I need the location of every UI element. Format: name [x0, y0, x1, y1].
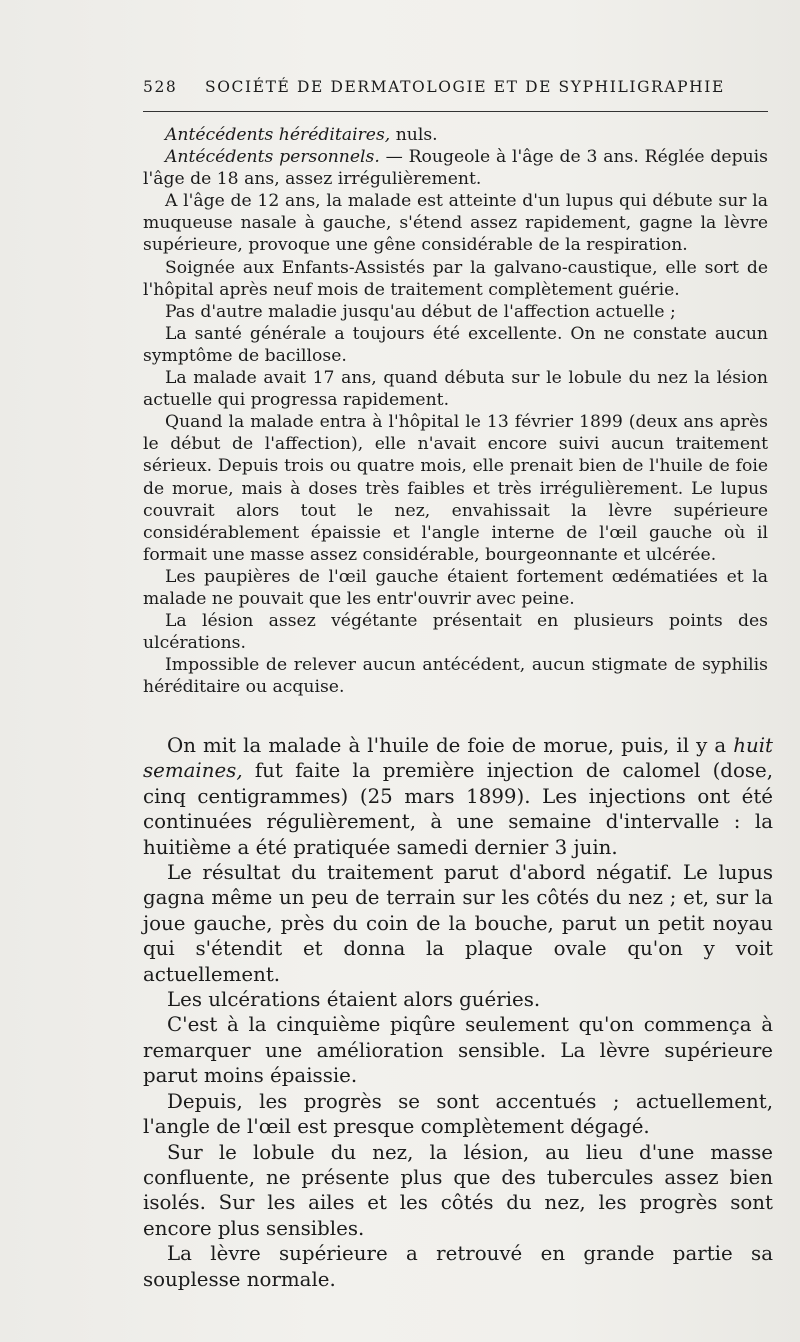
- paragraph: Quand la malade entra à l'hôpital le 13 février 1899 (deux ans après le début de l'affection), elle n'avait encore suivi aucun traitement sérieux. Depuis trois ou quatre mois, elle prenait bien de l'huile de foie de morue, mais à doses très faibles et très irrégulièrement. Le lupus couvrait alors tout le nez, envahissait la lèvre supérieure considérablement épaissie et l'angle interne de l'œil gauche où il formait une masse assez considérable, bourgeonnante et ulcérée.: [143, 412, 768, 565]
- paragraph-treatment: [143, 733, 773, 860]
- paragraph: Les ulcérations étaient alors guéries.: [167, 988, 541, 1012]
- paragraph: La santé générale a toujours été excellente. On ne constate aucun symptôme de bacillose.: [143, 323, 768, 366]
- paragraph-personal: [143, 146, 768, 190]
- italic-duration: huit semaines,: [143, 734, 773, 783]
- treatment-section: [143, 733, 773, 1292]
- paragraph: La malade avait 17 ans, quand débuta sur le lobule du nez la lésion actuelle qui progressa rapidement.: [143, 368, 768, 411]
- text-span: fut faite la première injection de calomel (dose, cinq centigrammes) (25 mars 1899). Les injections ont été continuées régulièrement, à une semaine d'intervalle : la huitième a été pratiquée samedi dernier 3 juin.: [143, 759, 773, 859]
- paragraph: Le résultat du traitement parut d'abord négatif. Le lupus gagna même un peu de terrain sur les côtés du nez ; et, sur la joue gauche, près du coin de la bouche, parut un petit noyau qui s'étendit et donna la plaque ovale qu'on y voit actuellement.: [143, 861, 773, 986]
- label-hereditary: Antécédents héréditaires,: [165, 125, 391, 145]
- paragraph: C'est à la cinquième piqûre seulement qu'on commença à remarquer une amélioration sensible. La lèvre supérieure parut moins épaissie.: [143, 1013, 773, 1088]
- text-span: On mit la malade à l'huile de foie de morue, puis, il y a: [167, 734, 734, 757]
- running-header: [143, 78, 763, 102]
- running-title: SOCIÉTÉ DE DERMATOLOGIE ET DE SYPHILIGRAPHIE: [205, 78, 725, 96]
- paragraph: Depuis, les progrès se sont accentués ; actuellement, l'angle de l'œil est presque complètement dégagé.: [143, 1089, 773, 1139]
- paragraph: La lésion assez végétante présentait en plusieurs points des ulcérations.: [143, 611, 768, 654]
- paragraph: Impossible de relever aucun antécédent, aucun stigmate de syphilis héréditaire ou acquise.: [143, 655, 768, 698]
- paragraph: La lèvre supérieure a retrouvé en grande partie sa souplesse normale.: [143, 1242, 773, 1291]
- label-personal: Antécédents personnels.: [165, 147, 380, 168]
- paragraph: Pas d'autre maladie jusqu'au début de l'affection actuelle ;: [165, 301, 676, 322]
- paragraph-hereditary: [143, 124, 768, 146]
- text-hereditary: nuls.: [390, 125, 438, 145]
- header-rule: [143, 111, 768, 112]
- page-number: 528: [143, 78, 178, 96]
- paragraph: Les paupières de l'œil gauche étaient fortement œdématiées et la malade ne pouvait que les entr'ouvrir avec peine.: [143, 566, 768, 609]
- case-history-section: [143, 124, 768, 698]
- paragraph: A l'âge de 12 ans, la malade est atteinte d'un lupus qui débute sur la muqueuse nasale à gauche, s'étend assez rapidement, gagne la lèvre supérieure, provoque une gêne considérable de la respiration.: [143, 191, 768, 256]
- paragraph: Soignée aux Enfants-Assistés par la galvano-caustique, elle sort de l'hôpital après neuf mois de traitement complètement guérie.: [143, 257, 768, 300]
- paragraph: Sur le lobule du nez, la lésion, au lieu d'une masse confluente, ne présente plus que des tubercules assez bien isolés. Sur les ailes et les côtés du nez, les progrès sont encore plus sensibles.: [143, 1140, 773, 1240]
- text-personal: — Rougeole à l'âge de 3 ans. Réglée depuis l'âge de 18 ans, assez irrégulièrement.: [143, 147, 768, 190]
